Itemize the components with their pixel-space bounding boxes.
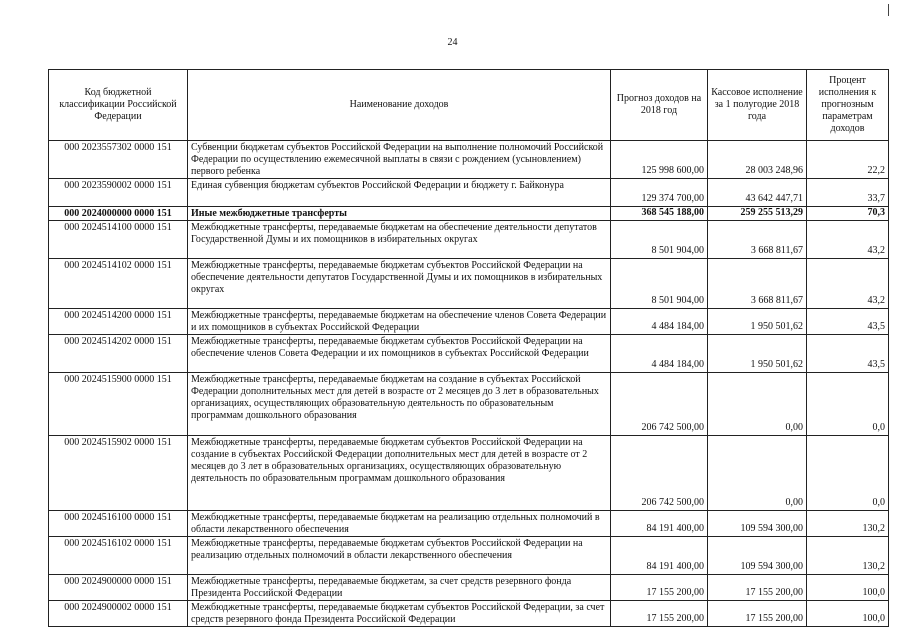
row-cash: 109 594 300,00 [708,537,807,575]
table-row [49,537,889,575]
table-header-row [49,70,889,141]
row-forecast: 84 191 400,00 [611,511,708,537]
row-name: Межбюджетные трансферты, передаваемые бюджетам на реализацию отдельных полномочий в области лекарственного обеспечения [188,511,611,537]
table-row [49,335,889,373]
row-code: 000 2024515902 0000 151 [49,436,188,511]
row-cash: 17 155 200,00 [708,575,807,601]
revenue-table [48,69,889,627]
row-code: 000 2023590002 0000 151 [49,179,188,207]
row-code: 000 2024000000 0000 151 [49,207,188,221]
row-name: Межбюджетные трансферты, передаваемые бюджетам на обеспечение деятельности депутатов Государственной Думы и их помощников в избирательных округах [188,221,611,259]
row-cash: 17 155 200,00 [708,601,807,627]
row-name: Межбюджетные трансферты, передаваемые бюджетам, за счет средств резервного фонда Президента Российской Федерации [188,575,611,601]
row-cash: 3 668 811,67 [708,259,807,309]
row-percent: 130,2 [807,537,889,575]
row-forecast: 17 155 200,00 [611,601,708,627]
table-row [49,436,889,511]
table-body [49,141,889,627]
row-percent: 33,7 [807,179,889,207]
table-row [49,207,889,221]
row-name: Межбюджетные трансферты, передаваемые бюджетам субъектов Российской Федерации на реализацию отдельных полномочий в области лекарственного обеспечения [188,537,611,575]
row-code: 000 2024514200 0000 151 [49,309,188,335]
row-name: Единая субвенция бюджетам субъектов Российской Федерации и бюджету г. Байконура [188,179,611,207]
table-row [49,179,889,207]
row-cash: 3 668 811,67 [708,221,807,259]
row-cash: 109 594 300,00 [708,511,807,537]
row-forecast: 8 501 904,00 [611,259,708,309]
row-cash: 0,00 [708,373,807,436]
row-cash: 259 255 513,29 [708,207,807,221]
row-percent: 43,5 [807,309,889,335]
header-code: Код бюджетной классификации Российской Федерации [49,70,188,141]
row-forecast: 125 998 600,00 [611,141,708,179]
row-name: Межбюджетные трансферты, передаваемые бюджетам субъектов Российской Федерации на обеспечение членов Совета Федерации и их помощников в субъектах Российской Федерации [188,335,611,373]
header-name: Наименование доходов [188,70,611,141]
row-forecast: 84 191 400,00 [611,537,708,575]
row-percent: 43,2 [807,221,889,259]
row-cash: 0,00 [708,436,807,511]
row-forecast: 206 742 500,00 [611,373,708,436]
scan-mark [888,4,889,16]
row-percent: 100,0 [807,601,889,627]
row-cash: 1 950 501,62 [708,309,807,335]
row-forecast: 206 742 500,00 [611,436,708,511]
row-percent: 0,0 [807,436,889,511]
row-name: Межбюджетные трансферты, передаваемые бюджетам на обеспечение членов Совета Федерации и их помощников в субъектах Российской Федерации [188,309,611,335]
page-number: 24 [447,37,458,48]
table-row [49,141,889,179]
header-forecast: Прогноз доходов на 2018 год [611,70,708,141]
row-percent: 43,2 [807,259,889,309]
row-cash: 28 003 248,96 [708,141,807,179]
table-row [49,373,889,436]
row-code: 000 2024514102 0000 151 [49,259,188,309]
row-forecast: 129 374 700,00 [611,179,708,207]
table-row [49,511,889,537]
row-code: 000 2024514202 0000 151 [49,335,188,373]
row-code: 000 2024516102 0000 151 [49,537,188,575]
row-code: 000 2023557302 0000 151 [49,141,188,179]
row-forecast: 17 155 200,00 [611,575,708,601]
header-cash: Кассовое исполнение за 1 полугодие 2018 года [708,70,807,141]
row-percent: 22,2 [807,141,889,179]
row-forecast: 368 545 188,00 [611,207,708,221]
row-percent: 100,0 [807,575,889,601]
row-percent: 43,5 [807,335,889,373]
table-row [49,601,889,627]
row-percent: 0,0 [807,373,889,436]
row-code: 000 2024514100 0000 151 [49,221,188,259]
row-forecast: 4 484 184,00 [611,335,708,373]
row-percent: 70,3 [807,207,889,221]
row-forecast: 4 484 184,00 [611,309,708,335]
row-name: Межбюджетные трансферты, передаваемые бюджетам на создание в субъектах Российской Федерации дополнительных мест для детей в возрасте от 2 месяцев до 3 лет в образовательных организациях, осуществляющих образовательную деятельность по образовательным программам дошкольного образования [188,373,611,436]
row-percent: 130,2 [807,511,889,537]
row-name: Иные межбюджетные трансферты [188,207,611,221]
table-row [49,309,889,335]
header-percent: Процент исполнения к прогнозным параметрам доходов [807,70,889,141]
row-forecast: 8 501 904,00 [611,221,708,259]
table-row [49,259,889,309]
row-code: 000 2024515900 0000 151 [49,373,188,436]
table-row [49,221,889,259]
row-code: 000 2024900000 0000 151 [49,575,188,601]
row-name: Межбюджетные трансферты, передаваемые бюджетам субъектов Российской Федерации на обеспечение деятельности депутатов Государственной Думы и их помощников в избирательных округах [188,259,611,309]
row-code: 000 2024516100 0000 151 [49,511,188,537]
row-name: Межбюджетные трансферты, передаваемые бюджетам субъектов Российской Федерации на создание в субъектах Российской Федерации дополнительных мест для детей в возрасте от 2 месяцев до 3 лет в образовательных организациях, осуществляющих образовательную деятельность по образовательным программам дошкольного образования [188,436,611,511]
row-name: Межбюджетные трансферты, передаваемые бюджетам субъектов Российской Федерации, за счет средств резервного фонда Президента Российской Федерации [188,601,611,627]
row-name: Субвенции бюджетам субъектов Российской Федерации на выполнение полномочий Российской Федерации по осуществлению ежемесячной выплаты в связи с рождением (усыновлением) первого ребенка [188,141,611,179]
table-row [49,575,889,601]
row-cash: 1 950 501,62 [708,335,807,373]
row-cash: 43 642 447,71 [708,179,807,207]
row-code: 000 2024900002 0000 151 [49,601,188,627]
